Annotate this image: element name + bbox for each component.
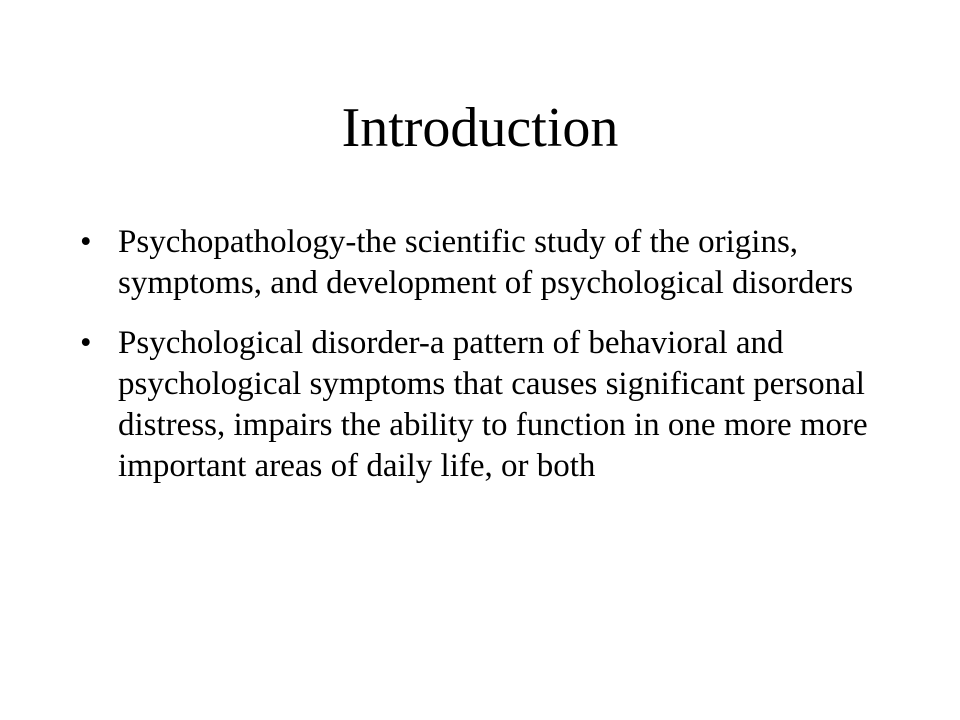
bullet-text: Psychopathology-the scientific study of the origins, symptoms, and development of psychological disorders <box>118 224 854 301</box>
bullet-marker: • <box>80 224 92 260</box>
bullet-marker: • <box>80 325 92 361</box>
bullet-item-psychopathology <box>0 222 960 304</box>
bullet-item-psychological-disorder <box>0 323 960 487</box>
slide-title: Introduction <box>341 97 619 159</box>
bullet-list <box>0 222 960 506</box>
bullet-text: Psychological disorder-a pattern of behavioral and psychological symptoms that causes significant personal distress, impairs the ability to function in one more more important areas of daily life, or both <box>118 325 868 484</box>
